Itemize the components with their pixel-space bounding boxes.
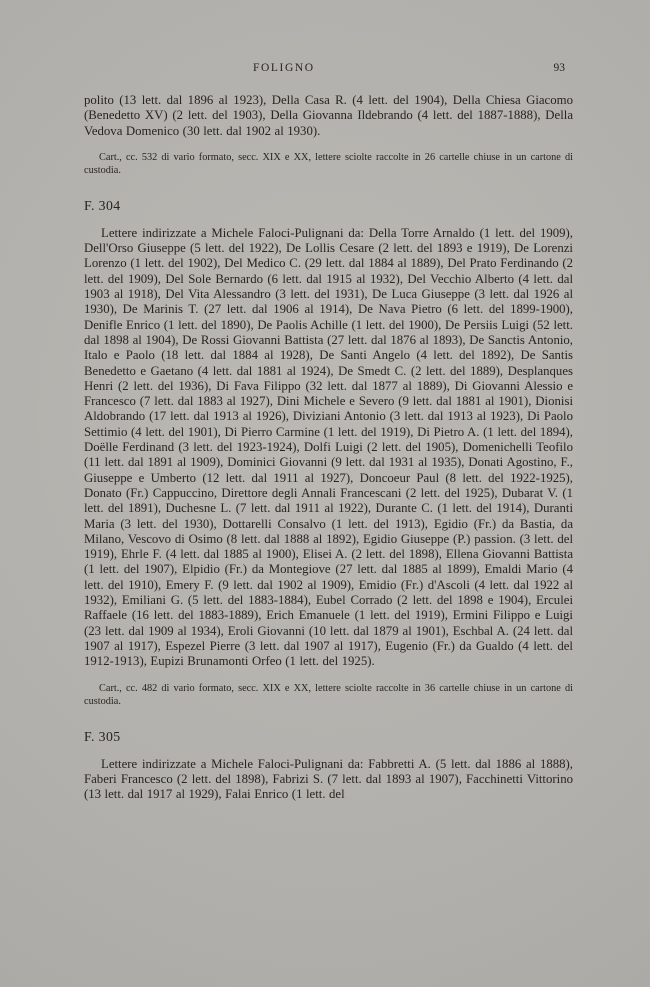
section-paragraph-f305: Lettere indirizzate a Michele Faloci-Pulignani da: Fabbretti A. (5 lett. dal 1886 al 1888), Faberi Francesco (2 lett. del 1898), Fabrizi S. (7 lett. dal 1893 al 1907), Facchinetti Vittorino (13 lett. dal 1917 al 1929), Falai Enrico (1 lett. del	[84, 756, 573, 802]
archival-note-f304: Cart., cc. 482 di vario formato, secc. XIX e XX, lettere sciolte raccolte in 36 cartelle chiuse in un cartone di custodia.	[84, 682, 573, 707]
section-heading-f304: F. 304	[84, 197, 121, 213]
archival-note-intro: Cart., cc. 532 di vario formato, secc. XIX e XX, lettere sciolte raccolte in 26 cartelle chiuse in un cartone di custodia.	[84, 151, 573, 176]
page-number: 93	[553, 62, 565, 74]
page-header	[84, 62, 573, 77]
page-content	[84, 62, 573, 802]
paragraph-continuation: polito (13 lett. dal 1896 al 1923), Della Casa R. (4 lett. del 1904), Della Chiesa Giacomo (Benedetto XV) (2 lett. del 1903), Della Giovanna Ildebrando (4 lett. del 1887-1888), Della Vedova Domenico (30 lett. dal 1902 al 1930).	[84, 93, 573, 138]
section-paragraph-f304: Lettere indirizzate a Michele Faloci-Pulignani da: Della Torre Arnaldo (1 lett. del 1909), Dell'Orso Giuseppe (5 lett. del 1922), De Lollis Cesare (2 lett. del 1893 e 1919), De Lorenzi Lorenzo (1 lett. del 1902), Del Medico C. (29 lett. dal 1884 al 1889), Del Prato Ferdinando (2 lett. del 1909), Del Sole Bernardo (6 lett. dal 1915 al 1932), Del Vecchio Alberto (4 lett. dal 1903 al 1918), Del Vita Alessandro (3 lett. del 1931), De Luca Giuseppe (3 lett. dal 1926 al 1930), De Marinis T. (27 lett. dal 1906 al 1914), De Nava Pietro (6 lett. del 1899-1900), Denifle Enrico (1 lett. del 1890), De Paolis Achille (1 lett. del 1900), De Persiis Luigi (52 lett. dal 1898 al 1904), De Rossi Giovanni Battista (27 lett. dal 1876 al 1893), De Sanctis Antonio, Italo e Paolo (18 lett. dal 1884 al 1928), De Santi Angelo (4 lett. del 1892), De Santis Benedetto e Gaetano (4 lett. dal 1881 al 1924), De Smedt C. (2 lett. del 1889), Desplanques Henri (2 lett. del 1936), Di Fava Filippo (32 lett. dal 1877 al 1889), Di Giovanni Alessio e Francesco (7 lett. dal 1883 al 1927), Dini Michele e Severo (9 lett. dal 1881 al 1901), Dionisi Aldobrando (17 lett. dal 1913 al 1926), Diviziani Antonio (3 lett. dal 1913 al 1923), Di Paolo Settimio (4 lett. del 1901), Di Pierro Carmine (1 lett. del 1919), Di Pietro A. (1 lett. del 1894), Doëlle Ferdinand (3 lett. del 1923-1924), Dolfi Luigi (2 lett. del 1905), Domenichelli Teofilo (11 lett. dal 1891 al 1909), Dominici Giovanni (9 lett. dal 1931 al 1935), Donati Agostino, F., Giuseppe e Umberto (12 lett. dal 1911 al 1927), Doncoeur Paul (8 lett. del 1922-1925), Donato (Fr.) Cappuccino, Direttore degli Annali Francescani (2 lett. del 1925), Dubarat V. (1 lett. del 1891), Duchesne L. (7 lett. dal 1911 al 1922), Durante C. (1 lett. del 1914), Duranti Maria (3 lett. del 1930), Dottarelli Consalvo (1 lett. del 1913), Egidio (Fr.) da Bastia, da Milano, Vescovo di Osimo (8 lett. dal 1888 al 1892), Egidio Giuseppe (P.) passion. (3 lett. del 1919), Ehrle F. (4 lett. dal 1885 al 1900), Elisei A. (2 lett. del 1898), Ellena Giovanni Battista (1 lett. del 1907), Elpidio (Fr.) da Montegiove (27 lett. dal 1885 al 1899), Emaldi Mario (4 lett. del 1910), Emery F. (9 lett. dal 1902 al 1909), Emidio (Fr.) d'Ascoli (4 lett. dal 1922 al 1932), Emiliani G. (5 lett. del 1883-1884), Eubel Corrado (2 lett. del 1898 e 1904), Erculei Raffaele (16 lett. del 1883-1889), Erich Emanuele (1 lett. del 1919), Ermini Filippo e Luigi (23 lett. dal 1909 al 1934), Eroli Giovanni (10 lett. dal 1879 al 1901), Eschbal A. (24 lett. dal 1907 al 1917), Espezel Pierre (3 lett. dal 1907 al 1917), Eugenio (Fr.) da Gualdo (4 lett. del 1912-1913), Eupizi Brunamonti Orfeo (1 lett. del 1925).	[84, 225, 573, 669]
running-title: FOLIGNO	[253, 62, 315, 74]
section-heading-f305: F. 305	[84, 728, 121, 744]
